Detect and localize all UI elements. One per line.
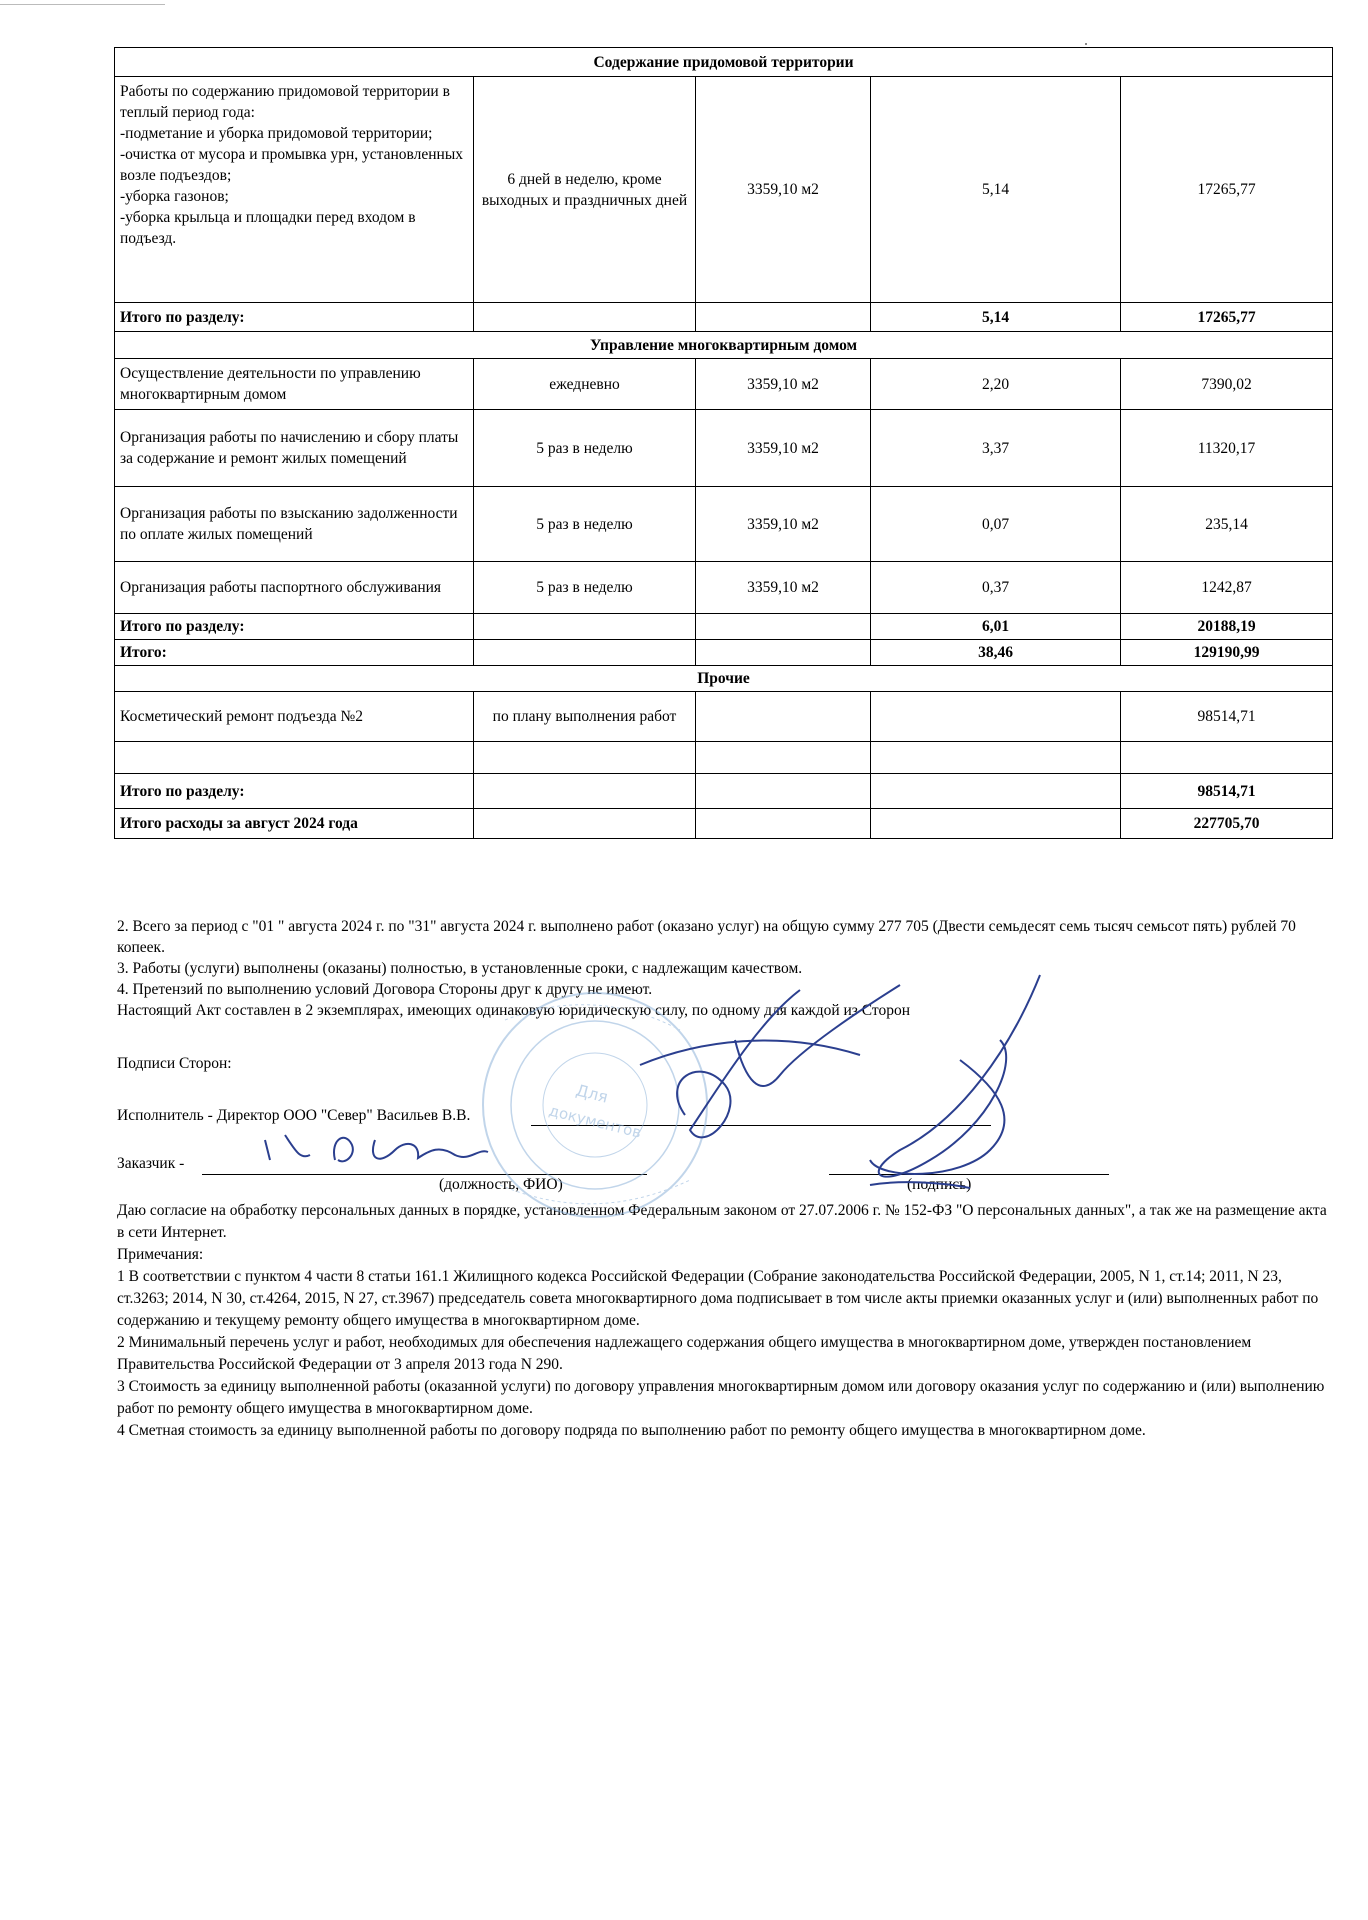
paragraph-5: Настоящий Акт составлен в 2 экземплярах, имеющих одинаковую юридическую силу, по одному для каждой из Сторон <box>117 1002 911 1019</box>
empty-cell <box>696 774 871 809</box>
table-row <box>115 487 1333 562</box>
empty-cell <box>1121 742 1333 774</box>
table-row <box>115 77 1333 303</box>
customer-handwritten-name <box>265 1135 488 1161</box>
note-1: 1 В соответствии с пунктом 4 части 8 статьи 161.1 Жилищного кодекса Российской Федерации (Собрание законодательства Российской Федерации, 2005, N 1, ст.14; 2011, N 23, ст.3263; 2014, N 30, ст.4264, 2015, N 27, ст.3967) председатель совета многоквартирного дома подписывает в том числе акты приемки оказанных услуг и (или) выполненных работ по содержанию и текущему ремонту общего имущества в многоквартирном доме. <box>117 1268 1319 1329</box>
paragraph-3: 3. Работы (услуги) выполнены (оказаны) полностью, в установленные сроки, с надлежащим качеством. <box>117 960 803 977</box>
grand-total-row <box>115 640 1333 666</box>
grand-total-label: Итого: <box>115 640 474 666</box>
section-header-row <box>115 666 1333 692</box>
stamp-text-2: документов <box>547 1101 644 1142</box>
area: 3359,10 м2 <box>696 77 871 303</box>
executor-signature-line <box>531 1125 991 1126</box>
work-name: Косметический ремонт подъезда №2 <box>115 692 474 742</box>
position-caption: (должность, ФИО) <box>439 1176 563 1193</box>
area: 3359,10 м2 <box>696 410 871 487</box>
signatures-heading: Подписи Сторон: <box>117 1055 232 1072</box>
empty-cell <box>474 742 696 774</box>
total-sum: 98514,71 <box>1121 774 1333 809</box>
stamp-text: Для <box>574 1080 611 1107</box>
august-total-sum: 227705,70 <box>1121 809 1333 839</box>
total-sum: 20188,19 <box>1121 614 1333 640</box>
total-label: Итого по разделу: <box>115 774 474 809</box>
grand-total-rate: 38,46 <box>871 640 1121 666</box>
empty-row <box>115 742 1333 774</box>
sum: 235,14 <box>1121 487 1333 562</box>
customer-position-line <box>202 1174 647 1175</box>
section-total-row <box>115 303 1333 332</box>
empty-cell <box>115 742 474 774</box>
periodicity: 5 раз в неделю <box>474 487 696 562</box>
empty-cell <box>871 809 1121 839</box>
expenses-table <box>114 47 1333 839</box>
sum: 98514,71 <box>1121 692 1333 742</box>
empty-cell <box>871 774 1121 809</box>
section-1-title: Содержание придомовой территории <box>115 48 1333 77</box>
periodicity: 6 дней в неделю, кроме выходных и праздничных дней <box>474 77 696 303</box>
customer-line: Заказчик - <box>117 1155 185 1172</box>
empty-cell <box>474 614 696 640</box>
empty-cell <box>474 303 696 332</box>
table-row <box>115 359 1333 410</box>
sum: 11320,17 <box>1121 410 1333 487</box>
table-row <box>115 692 1333 742</box>
area: 3359,10 м2 <box>696 487 871 562</box>
area: 3359,10 м2 <box>696 359 871 410</box>
section-3-title: Прочие <box>115 666 1333 692</box>
grand-total-sum: 129190,99 <box>1121 640 1333 666</box>
work-name: Работы по содержанию придомовой территории в теплый период года: -подметание и уборка придомовой территории; -очистка от мусора и промывка урн, установленных возле подъездов; -уборка газонов; -уборка крыльца и площадки перед входом в подъезд. <box>115 77 474 303</box>
work-name: Организация работы паспортного обслуживания <box>115 562 474 614</box>
august-total-label: Итого расходы за август 2024 года <box>115 809 474 839</box>
rate: 5,14 <box>871 77 1121 303</box>
empty-cell <box>696 303 871 332</box>
work-name: Осуществление деятельности по управлению многоквартирным домом <box>115 359 474 410</box>
notes-heading: Примечания: <box>117 1246 204 1263</box>
rate: 0,37 <box>871 562 1121 614</box>
section-total-row <box>115 614 1333 640</box>
empty-cell <box>871 692 1121 742</box>
section-2-title: Управление многоквартирным домом <box>115 332 1333 359</box>
empty-cell <box>474 640 696 666</box>
rate: 2,20 <box>871 359 1121 410</box>
work-name: Организация работы по начислению и сбору платы за содержание и ремонт жилых помещений <box>115 410 474 487</box>
scan-speck <box>1085 43 1087 45</box>
periodicity: 5 раз в неделю <box>474 410 696 487</box>
table-row <box>115 410 1333 487</box>
periodicity: по плану выполнения работ <box>474 692 696 742</box>
total-sum: 17265,77 <box>1121 303 1333 332</box>
signature-caption: (подпись) <box>907 1176 972 1193</box>
work-name: Организация работы по взысканию задолженности по оплате жилых помещений <box>115 487 474 562</box>
consent-text: Даю согласие на обработку персональных данных в порядке, установленном Федеральным законом от 27.07.2006 г. № 152-ФЗ "О персональных данных", а так же на размещение акта в сети Интернет. <box>117 1202 1327 1241</box>
note-2: 2 Минимальный перечень услуг и работ, необходимых для обеспечения надлежащего содержания общего имущества в многоквартирном доме, утвержден постановлением Правительства Российской Федерации от 3 апреля 2013 года N 290. <box>117 1334 1252 1373</box>
total-label: Итого по разделу: <box>115 614 474 640</box>
scan-edge-line <box>0 4 165 5</box>
sum: 7390,02 <box>1121 359 1333 410</box>
total-rate: 6,01 <box>871 614 1121 640</box>
paragraph-4: 4. Претензий по выполнению условий Договора Стороны друг к другу не имеют. <box>117 981 653 998</box>
notes-block <box>117 1200 1332 1442</box>
act-body <box>117 916 1327 1021</box>
empty-cell <box>696 809 871 839</box>
empty-cell <box>871 742 1121 774</box>
august-total-row <box>115 809 1333 839</box>
empty-cell <box>474 809 696 839</box>
section-total-row <box>115 774 1333 809</box>
rate: 0,07 <box>871 487 1121 562</box>
total-label: Итого по разделу: <box>115 303 474 332</box>
section-header-row <box>115 332 1333 359</box>
empty-cell <box>696 692 871 742</box>
empty-cell <box>696 614 871 640</box>
empty-cell <box>474 774 696 809</box>
total-rate: 5,14 <box>871 303 1121 332</box>
table-row <box>115 562 1333 614</box>
empty-cell <box>696 640 871 666</box>
empty-cell <box>696 742 871 774</box>
area: 3359,10 м2 <box>696 562 871 614</box>
paragraph-2: 2. Всего за период с "01 " августа 2024 г. по "31" августа 2024 г. выполнено работ (оказано услуг) на общую сумму 277 705 (Двести семьдесят семь тысяч семьсот пять) рублей 70 копеек. <box>117 918 1296 956</box>
rate: 3,37 <box>871 410 1121 487</box>
periodicity: ежедневно <box>474 359 696 410</box>
executor-line: Исполнитель - Директор ООО "Север" Васильев В.В. <box>117 1107 471 1124</box>
section-header-row <box>115 48 1333 77</box>
note-3: 3 Стоимость за единицу выполненной работы (оказанной услуги) по договору управления многоквартирным домом или договору оказания услуг по содержанию и (или) выполнению работ по ремонту общего имущества в многоквартирном доме. <box>117 1378 1325 1417</box>
periodicity: 5 раз в неделю <box>474 562 696 614</box>
sum: 1242,87 <box>1121 562 1333 614</box>
sum: 17265,77 <box>1121 77 1333 303</box>
note-4: 4 Сметная стоимость за единицу выполненной работы по договору подряда по выполнению работ по ремонту общего имущества в многоквартирном доме. <box>117 1422 1146 1439</box>
